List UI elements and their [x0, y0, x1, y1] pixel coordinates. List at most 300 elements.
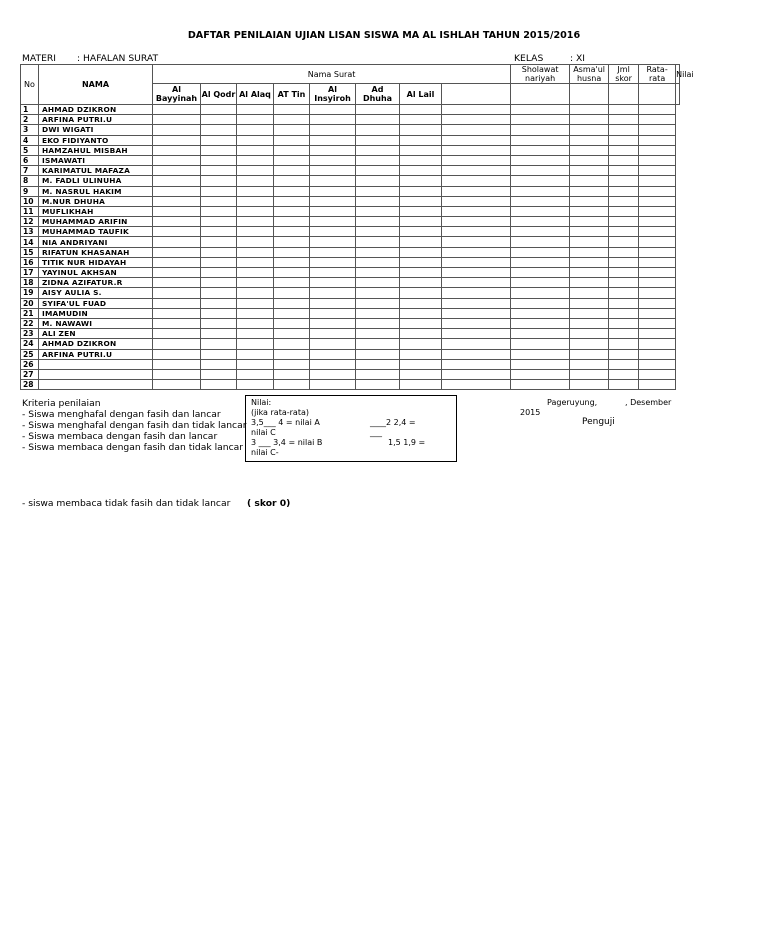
row-number: 23 — [21, 329, 39, 339]
score-cell — [237, 155, 274, 165]
score-cell — [201, 298, 237, 308]
nilai-title: Nilai: — [251, 398, 272, 407]
score-table — [20, 64, 694, 390]
score-cell — [639, 125, 676, 135]
score-cell — [201, 166, 237, 176]
score-cell — [237, 318, 274, 328]
score-cell — [570, 125, 609, 135]
score-cell — [442, 115, 511, 125]
score-cell — [237, 257, 274, 267]
score-cell — [356, 125, 400, 135]
student-name: YAYINUL AKHSAN — [39, 268, 153, 278]
score-cell — [201, 115, 237, 125]
score-cell — [153, 166, 201, 176]
score-cell — [201, 196, 237, 206]
score-cell — [570, 257, 609, 267]
header-surat: Al Bayyinah — [153, 84, 201, 105]
student-name: RIFATUN KHASANAH — [39, 247, 153, 257]
score-cell — [310, 359, 356, 369]
score-cell — [274, 298, 310, 308]
header-jml-skor: Jml skor — [609, 65, 639, 84]
score-cell — [153, 268, 201, 278]
score-cell — [442, 196, 511, 206]
score-cell — [609, 288, 639, 298]
score-cell — [400, 135, 442, 145]
student-name: SYIFA'UL FUAD — [39, 298, 153, 308]
score-cell — [442, 155, 511, 165]
score-cell — [570, 145, 609, 155]
kelas-label: KELAS — [514, 53, 544, 64]
materi-value: : HAFALAN SURAT — [77, 53, 159, 64]
student-name: AHMAD DZIKRON — [39, 105, 153, 115]
score-cell — [310, 380, 356, 390]
score-cell — [511, 186, 570, 196]
score-cell — [570, 288, 609, 298]
row-number: 22 — [21, 318, 39, 328]
score-cell — [237, 115, 274, 125]
score-cell — [570, 115, 609, 125]
score-cell — [609, 247, 639, 257]
header-nama-surat: Nama Surat — [153, 65, 511, 84]
score-cell — [570, 318, 609, 328]
student-name: ISMAWATI — [39, 155, 153, 165]
row-number: 13 — [21, 227, 39, 237]
row-number: 15 — [21, 247, 39, 257]
table-row — [21, 206, 680, 216]
score-cell — [609, 115, 639, 125]
score-cell — [153, 125, 201, 135]
score-cell — [442, 369, 511, 379]
signature-year: 2015 — [520, 408, 541, 417]
score-cell — [639, 359, 676, 369]
kriteria-item: - Siswa membaca dengan fasih dan lancar — [22, 431, 218, 442]
header-nama: NAMA — [39, 65, 153, 105]
score-cell — [237, 227, 274, 237]
table-row — [21, 380, 680, 390]
row-number: 17 — [21, 268, 39, 278]
score-cell — [400, 278, 442, 288]
score-cell — [442, 227, 511, 237]
score-cell — [310, 247, 356, 257]
score-cell — [400, 329, 442, 339]
score-cell — [356, 369, 400, 379]
score-cell — [201, 176, 237, 186]
score-cell — [237, 359, 274, 369]
score-cell — [400, 237, 442, 247]
score-cell — [511, 339, 570, 349]
score-cell — [310, 339, 356, 349]
score-cell — [356, 115, 400, 125]
score-cell — [274, 217, 310, 227]
score-cell — [237, 298, 274, 308]
score-cell — [511, 369, 570, 379]
score-cell — [356, 380, 400, 390]
nilai-range-c2: ___ — [370, 428, 382, 437]
score-cell — [609, 186, 639, 196]
table-row — [21, 268, 680, 278]
score-cell — [639, 369, 676, 379]
score-cell — [400, 247, 442, 257]
score-cell — [201, 349, 237, 359]
score-cell — [511, 135, 570, 145]
score-cell — [153, 278, 201, 288]
score-cell — [201, 268, 237, 278]
score-cell — [639, 288, 676, 298]
score-cell — [237, 308, 274, 318]
score-cell — [609, 339, 639, 349]
score-cell — [639, 186, 676, 196]
score-cell — [442, 145, 511, 155]
score-cell — [639, 298, 676, 308]
score-cell — [356, 329, 400, 339]
score-cell — [201, 155, 237, 165]
score-cell — [400, 339, 442, 349]
score-cell — [442, 278, 511, 288]
score-cell — [153, 105, 201, 115]
score-cell — [570, 329, 609, 339]
score-cell — [639, 278, 676, 288]
score-cell — [442, 308, 511, 318]
score-cell — [310, 206, 356, 216]
score-cell — [237, 105, 274, 115]
score-cell — [511, 359, 570, 369]
score-cell — [400, 196, 442, 206]
kriteria-title: Kriteria penilaian — [22, 398, 101, 409]
score-cell — [639, 308, 676, 318]
row-number: 16 — [21, 257, 39, 267]
score-cell — [442, 268, 511, 278]
score-cell — [237, 380, 274, 390]
score-cell — [639, 268, 676, 278]
header-rata-rata: Rata-rata — [639, 65, 676, 84]
row-number: 28 — [21, 380, 39, 390]
score-cell — [609, 268, 639, 278]
score-cell — [201, 318, 237, 328]
score-cell — [201, 217, 237, 227]
score-cell — [400, 318, 442, 328]
score-cell — [570, 298, 609, 308]
score-cell — [153, 196, 201, 206]
score-cell — [237, 349, 274, 359]
score-cell — [153, 247, 201, 257]
score-cell — [356, 155, 400, 165]
table-row — [21, 125, 680, 135]
score-cell — [153, 288, 201, 298]
student-name: HAMZAHUL MISBAH — [39, 145, 153, 155]
score-cell — [570, 135, 609, 145]
score-cell — [400, 369, 442, 379]
table-row — [21, 166, 680, 176]
student-name: M. FADLI ULINUHA — [39, 176, 153, 186]
student-name: IMAMUDIN — [39, 308, 153, 318]
score-cell — [511, 237, 570, 247]
score-cell — [153, 115, 201, 125]
score-cell — [153, 186, 201, 196]
score-cell — [237, 145, 274, 155]
score-cell — [153, 257, 201, 267]
kriteria-item: - Siswa menghafal dengan fasih dan tidak lancar — [22, 420, 247, 431]
score-cell — [201, 369, 237, 379]
score-cell — [274, 145, 310, 155]
score-cell — [201, 380, 237, 390]
row-number: 1 — [21, 105, 39, 115]
score-cell — [274, 166, 310, 176]
score-cell — [570, 268, 609, 278]
header-surat: Al Insyiroh — [310, 84, 356, 105]
row-number: 10 — [21, 196, 39, 206]
score-cell — [274, 176, 310, 186]
score-cell — [201, 206, 237, 216]
score-cell — [237, 186, 274, 196]
table-row — [21, 278, 680, 288]
table-row — [21, 247, 680, 257]
score-cell — [274, 369, 310, 379]
score-cell — [356, 105, 400, 115]
student-name: KARIMATUL MAFAZA — [39, 166, 153, 176]
table-row — [21, 318, 680, 328]
score-cell — [274, 135, 310, 145]
score-cell — [570, 380, 609, 390]
score-cell — [237, 237, 274, 247]
score-cell — [153, 359, 201, 369]
score-cell — [356, 206, 400, 216]
score-cell — [400, 380, 442, 390]
header-surat — [442, 84, 511, 105]
score-cell — [356, 237, 400, 247]
row-number: 21 — [21, 308, 39, 318]
score-cell — [609, 380, 639, 390]
score-cell — [237, 339, 274, 349]
table-row — [21, 145, 680, 155]
score-cell — [609, 329, 639, 339]
student-name: M.NUR DHUHA — [39, 196, 153, 206]
nilai-range-c3: 1,5 1,9 = — [388, 438, 426, 447]
score-cell — [310, 308, 356, 318]
score-cell — [201, 339, 237, 349]
table-row — [21, 186, 680, 196]
score-cell — [310, 166, 356, 176]
score-cell — [237, 166, 274, 176]
student-name — [39, 359, 153, 369]
score-cell — [609, 125, 639, 135]
score-cell — [310, 105, 356, 115]
kriteria-item: - Siswa membaca dengan fasih dan tidak lancar — [22, 442, 244, 453]
score-cell — [609, 145, 639, 155]
score-cell — [153, 308, 201, 318]
score-cell — [153, 206, 201, 216]
signature-month: , Desember — [625, 398, 672, 407]
score-cell — [237, 288, 274, 298]
score-cell — [274, 247, 310, 257]
score-cell — [400, 155, 442, 165]
header-surat: Al Alaq — [237, 84, 274, 105]
score-cell — [356, 135, 400, 145]
table-row — [21, 237, 680, 247]
student-name — [39, 369, 153, 379]
score-cell — [400, 115, 442, 125]
score-cell — [570, 247, 609, 257]
score-cell — [609, 298, 639, 308]
student-name: TITIK NUR HIDAYAH — [39, 257, 153, 267]
table-row — [21, 135, 680, 145]
score-cell — [570, 339, 609, 349]
score-cell — [639, 380, 676, 390]
score-cell — [153, 339, 201, 349]
kriteria-item: - Siswa menghafal dengan fasih dan lancar — [22, 409, 221, 420]
score-cell — [511, 125, 570, 135]
score-cell — [609, 349, 639, 359]
score-cell — [274, 206, 310, 216]
table-row — [21, 115, 680, 125]
score-cell — [153, 217, 201, 227]
table-row — [21, 298, 680, 308]
score-cell — [274, 318, 310, 328]
student-name: MUHAMMAD ARIFIN — [39, 217, 153, 227]
score-cell — [310, 257, 356, 267]
student-name: NIA ANDRIYANI — [39, 237, 153, 247]
kriteria-last-score: ( skor 0) — [247, 498, 291, 509]
score-cell — [400, 145, 442, 155]
score-cell — [442, 359, 511, 369]
table-row — [21, 339, 680, 349]
score-cell — [310, 125, 356, 135]
score-cell — [570, 166, 609, 176]
score-cell — [153, 318, 201, 328]
header-surat: AT Tin — [274, 84, 310, 105]
score-cell — [639, 206, 676, 216]
score-cell — [237, 247, 274, 257]
score-cell — [511, 288, 570, 298]
score-cell — [201, 145, 237, 155]
score-cell — [442, 176, 511, 186]
score-cell — [442, 380, 511, 390]
score-cell — [511, 155, 570, 165]
score-cell — [356, 166, 400, 176]
score-cell — [274, 155, 310, 165]
score-cell — [310, 318, 356, 328]
score-cell — [609, 227, 639, 237]
table-row — [21, 369, 680, 379]
score-cell — [442, 237, 511, 247]
score-cell — [310, 288, 356, 298]
score-cell — [274, 227, 310, 237]
kriteria-last-item: - siswa membaca tidak fasih dan tidak lancar — [22, 498, 231, 509]
score-cell — [237, 278, 274, 288]
score-cell — [153, 380, 201, 390]
score-cell — [442, 349, 511, 359]
score-cell — [201, 186, 237, 196]
score-cell — [153, 298, 201, 308]
score-cell — [153, 176, 201, 186]
score-cell — [511, 278, 570, 288]
nilai-subtitle: (jika rata-rata) — [251, 408, 309, 417]
score-cell — [442, 298, 511, 308]
row-number: 27 — [21, 369, 39, 379]
score-cell — [400, 217, 442, 227]
score-cell — [570, 217, 609, 227]
nilai-line-b: 3 ___ 3,4 = nilai B — [251, 438, 323, 447]
score-cell — [609, 318, 639, 328]
score-cell — [274, 125, 310, 135]
score-cell — [274, 359, 310, 369]
score-cell — [201, 278, 237, 288]
score-cell — [310, 217, 356, 227]
row-number: 8 — [21, 176, 39, 186]
row-number: 14 — [21, 237, 39, 247]
student-name: EKO FIDIYANTO — [39, 135, 153, 145]
nilai-range-c: ____2 2,4 = — [370, 418, 416, 427]
row-number: 7 — [21, 166, 39, 176]
row-number: 19 — [21, 288, 39, 298]
header-sholawat: Sholawat nariyah — [511, 65, 570, 84]
score-cell — [639, 349, 676, 359]
score-cell — [356, 359, 400, 369]
score-cell — [442, 217, 511, 227]
score-cell — [237, 369, 274, 379]
score-cell — [356, 217, 400, 227]
score-cell — [511, 166, 570, 176]
signature-place: Pageruyung, — [547, 398, 598, 407]
score-cell — [639, 318, 676, 328]
student-name: ZIDNA AZIFATUR.R — [39, 278, 153, 288]
score-cell — [153, 237, 201, 247]
score-cell — [310, 329, 356, 339]
score-cell — [310, 196, 356, 206]
score-cell — [356, 247, 400, 257]
score-cell — [153, 227, 201, 237]
score-cell — [400, 359, 442, 369]
score-cell — [153, 369, 201, 379]
score-cell — [442, 339, 511, 349]
score-cell — [609, 155, 639, 165]
score-cell — [356, 145, 400, 155]
score-cell — [237, 135, 274, 145]
score-cell — [310, 115, 356, 125]
score-cell — [201, 247, 237, 257]
score-cell — [274, 196, 310, 206]
score-cell — [570, 206, 609, 216]
score-cell — [570, 359, 609, 369]
score-cell — [153, 329, 201, 339]
score-cell — [201, 329, 237, 339]
score-cell — [201, 227, 237, 237]
score-cell — [639, 217, 676, 227]
row-number: 24 — [21, 339, 39, 349]
row-number: 18 — [21, 278, 39, 288]
score-cell — [400, 308, 442, 318]
score-cell — [609, 308, 639, 318]
score-cell — [274, 115, 310, 125]
score-cell — [442, 105, 511, 115]
score-cell — [609, 176, 639, 186]
score-cell — [442, 329, 511, 339]
score-cell — [570, 369, 609, 379]
score-cell — [274, 268, 310, 278]
score-cell — [609, 257, 639, 267]
score-cell — [400, 166, 442, 176]
score-cell — [570, 105, 609, 115]
score-cell — [570, 186, 609, 196]
student-name: ARFINA PUTRI.U — [39, 115, 153, 125]
student-name: ARFINA PUTRI.U — [39, 349, 153, 359]
score-cell — [511, 176, 570, 186]
score-cell — [356, 176, 400, 186]
student-name: ALI ZEN — [39, 329, 153, 339]
table-row — [21, 155, 680, 165]
score-cell — [511, 257, 570, 267]
score-cell — [274, 237, 310, 247]
score-cell — [511, 298, 570, 308]
